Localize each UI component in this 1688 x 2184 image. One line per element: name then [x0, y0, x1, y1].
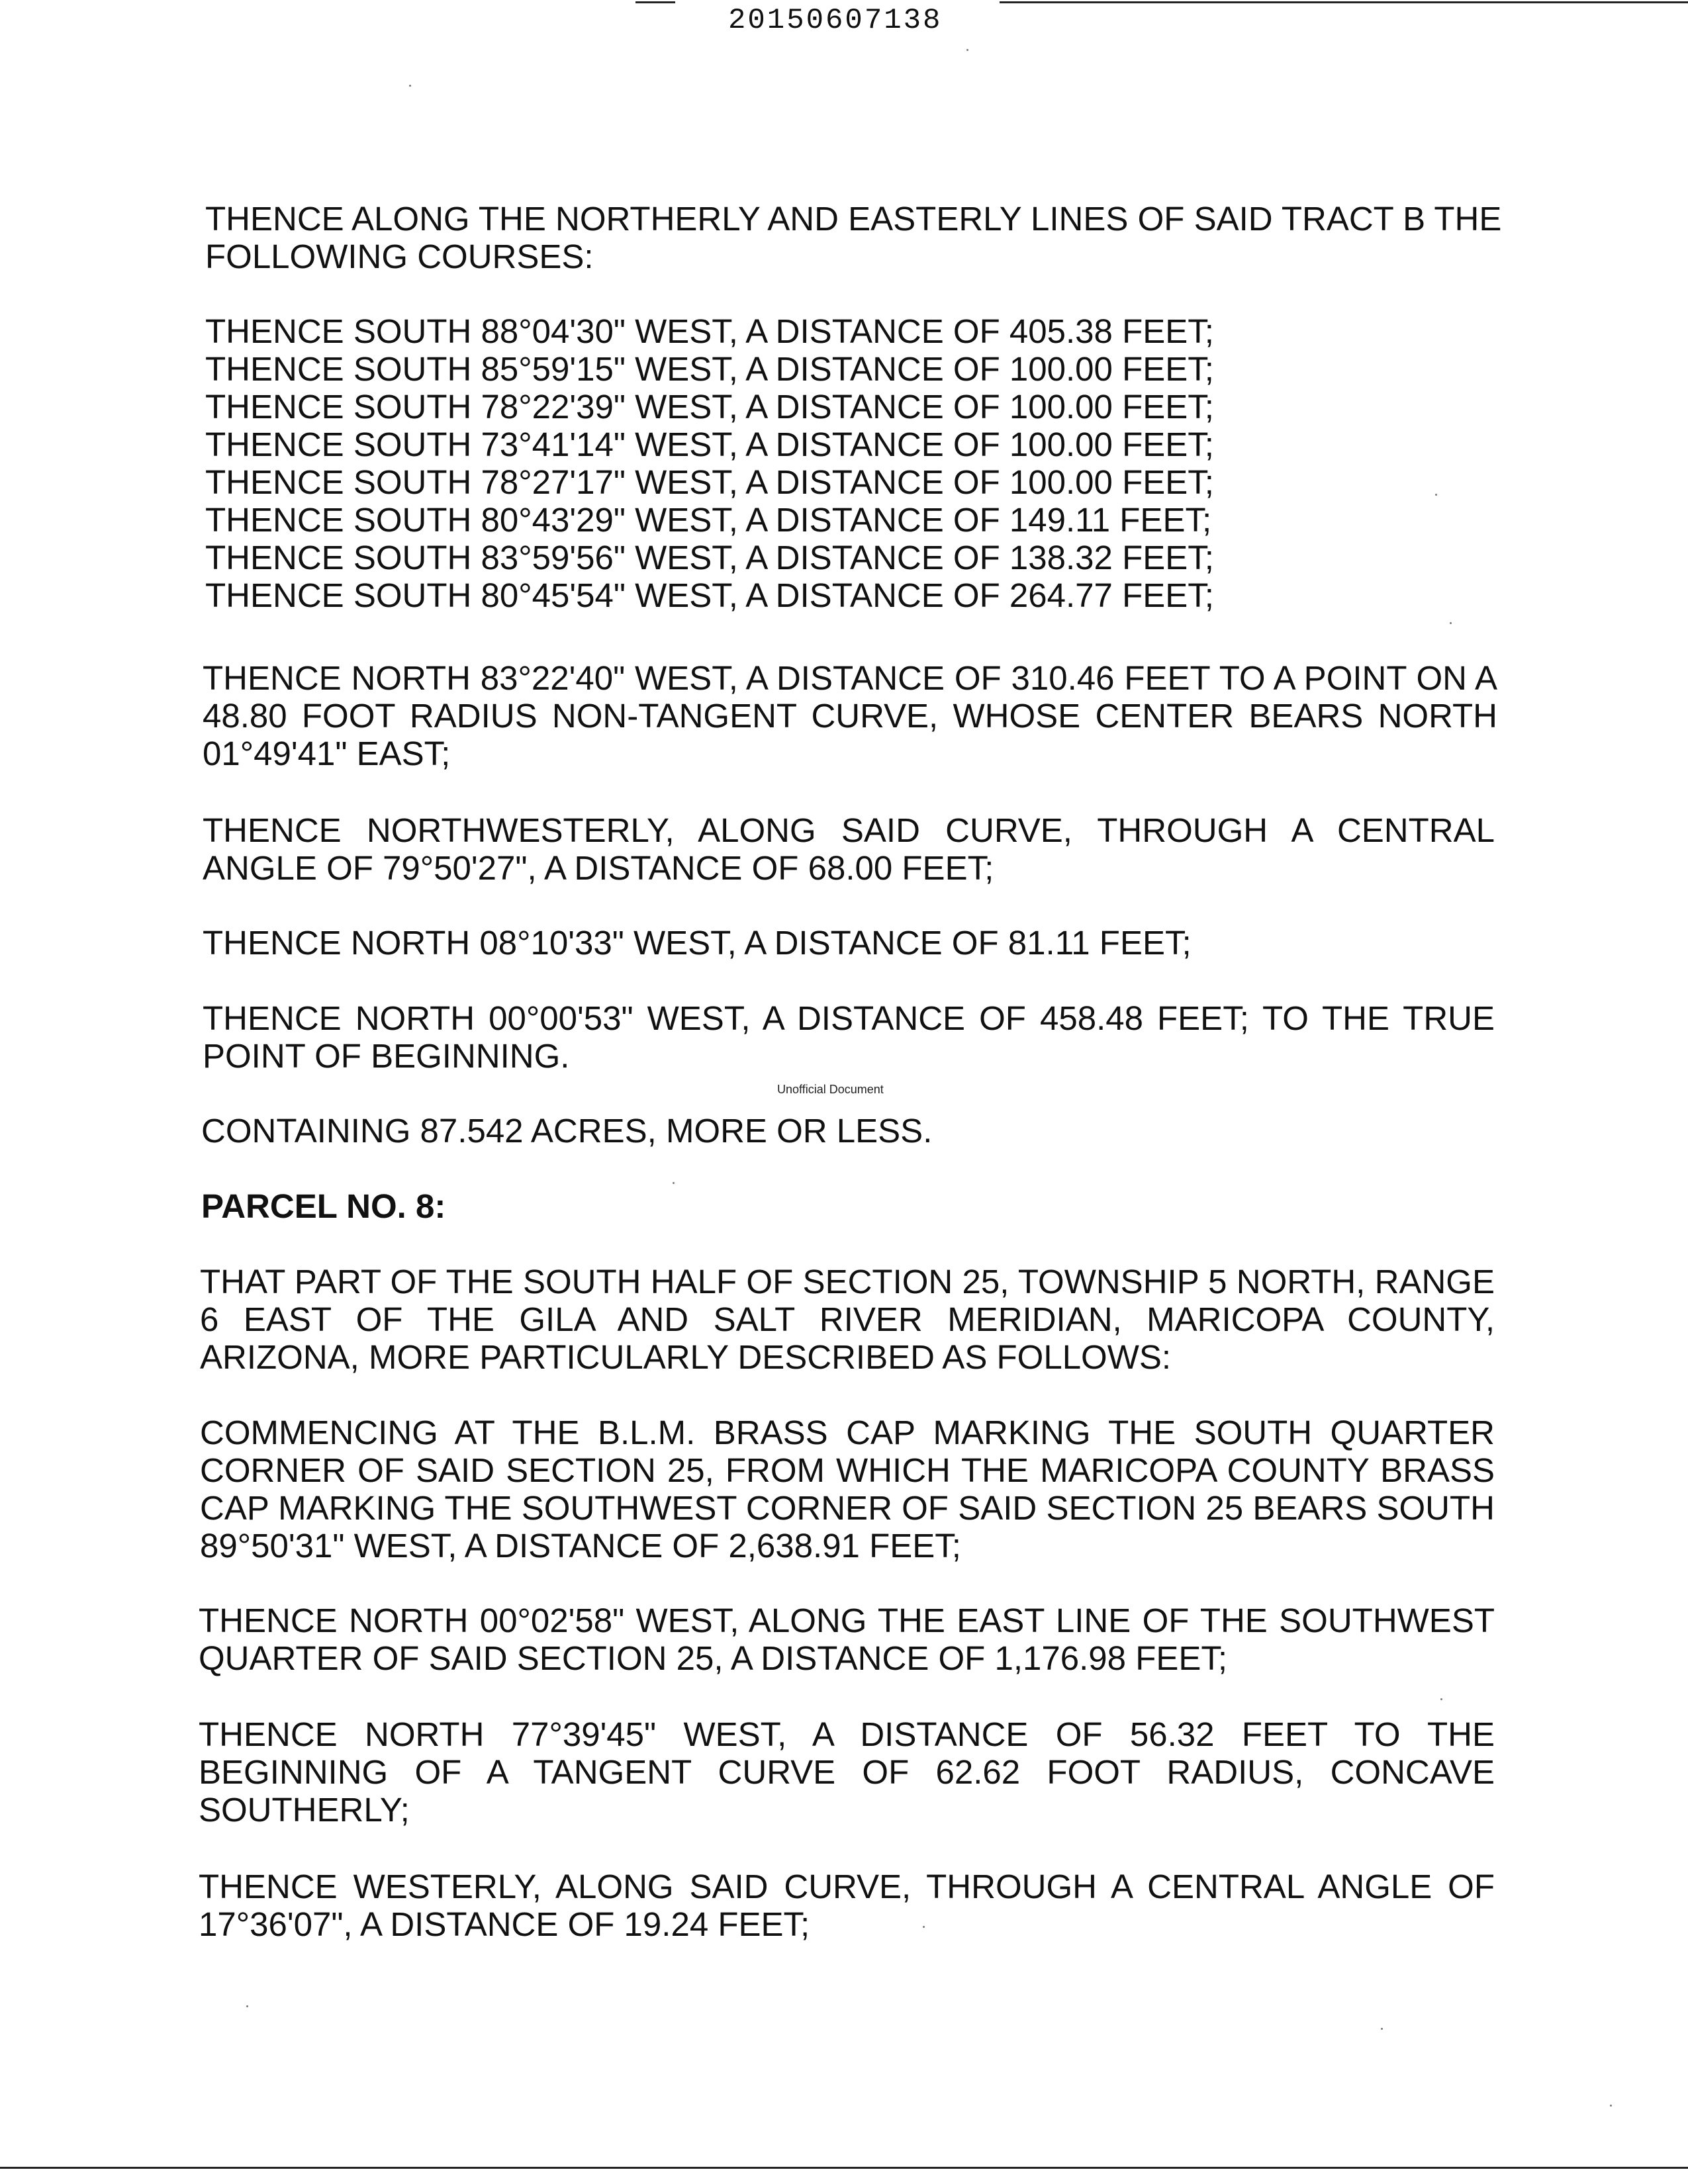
text-line: POINT OF BEGINNING.: [203, 1037, 570, 1075]
course-line: THENCE SOUTH 85°59'15" WEST, A DISTANCE OF 100.00 FEET;: [205, 350, 1214, 388]
course-line: THENCE SOUTH 73°41'14" WEST, A DISTANCE OF 100.00 FEET;: [205, 426, 1214, 463]
paragraph-east-line: [199, 1602, 1495, 1677]
text-line: THENCE NORTHWESTERLY, ALONG SAID CURVE, THROUGH A CENTRAL: [203, 811, 1495, 849]
courses-list: [205, 312, 1214, 614]
text-line: THAT PART OF THE SOUTH HALF OF SECTION 25, TOWNSHIP 5 NORTH, RANGE: [200, 1263, 1495, 1300]
paragraph-non-tangent-curve: [203, 659, 1497, 772]
paragraph-westerly-curve: [199, 1868, 1495, 1943]
parcel-heading: [201, 1187, 445, 1225]
text-line: CONTAINING 87.542 ACRES, MORE OR LESS.: [201, 1112, 933, 1150]
text-line: FOLLOWING COURSES:: [205, 238, 594, 275]
text-line: BEGINNING OF A TANGENT CURVE OF 62.62 FOOT RADIUS, CONCAVE: [199, 1753, 1495, 1791]
paragraph-northwesterly-curve: [203, 811, 1495, 887]
course-line: THENCE SOUTH 80°43'29" WEST, A DISTANCE OF 149.11 FEET;: [205, 501, 1212, 539]
unofficial-watermark: Unofficial Document: [777, 1083, 884, 1096]
text-line: THENCE WESTERLY, ALONG SAID CURVE, THROUGH A CENTRAL ANGLE OF: [199, 1868, 1495, 1905]
scan-speck: [966, 49, 968, 51]
course-line: THENCE SOUTH 88°04'30" WEST, A DISTANCE OF 405.38 FEET;: [205, 312, 1214, 350]
text-line: THENCE NORTH 83°22'40" WEST, A DISTANCE OF 310.46 FEET TO A POINT ON A: [203, 659, 1497, 697]
text-line: THENCE NORTH 00°02'58" WEST, ALONG THE EAST LINE OF THE SOUTHWEST: [199, 1602, 1495, 1639]
paragraph-tract-b-lines: [205, 200, 1502, 275]
paragraph-true-point: [203, 999, 1495, 1075]
heading-text: PARCEL NO. 8:: [201, 1187, 446, 1225]
text-line: THENCE NORTH 08°10'33" WEST, A DISTANCE OF 81.11 FEET;: [203, 924, 1192, 962]
document-number: 20150607138: [728, 4, 943, 37]
scan-speck: [1435, 494, 1437, 496]
paragraph-commencing: [200, 1414, 1495, 1565]
course-line: THENCE SOUTH 83°59'56" WEST, A DISTANCE OF 138.32 FEET;: [205, 539, 1214, 576]
text-line: 17°36'07", A DISTANCE OF 19.24 FEET;: [199, 1905, 810, 1943]
text-line: COMMENCING AT THE B.L.M. BRASS CAP MARKING THE SOUTH QUARTER: [200, 1414, 1495, 1451]
text-line: 01°49'41" EAST;: [203, 735, 451, 772]
paragraph-tangent-curve: [199, 1715, 1495, 1829]
text-line: CORNER OF SAID SECTION 25, FROM WHICH THE MARICOPA COUNTY BRASS: [200, 1451, 1495, 1489]
course-line: THENCE SOUTH 78°22'39" WEST, A DISTANCE OF 100.00 FEET;: [205, 388, 1214, 426]
course-line: THENCE SOUTH 80°45'54" WEST, A DISTANCE OF 264.77 FEET;: [205, 576, 1214, 614]
scan-speck: [673, 1182, 675, 1184]
scan-speck: [923, 1926, 925, 1928]
text-line: THENCE NORTH 77°39'45" WEST, A DISTANCE OF 56.32 FEET TO THE: [199, 1715, 1495, 1753]
text-line: ANGLE OF 79°50'27", A DISTANCE OF 68.00 FEET;: [203, 849, 994, 887]
paragraph-containing-acres: [201, 1112, 932, 1150]
paragraph-north-08: [203, 924, 1192, 962]
paragraph-south-half-section: [200, 1263, 1495, 1376]
top-rule: [1000, 1, 1688, 3]
text-line: THENCE ALONG THE NORTHERLY AND EASTERLY LINES OF SAID TRACT B THE: [205, 200, 1502, 238]
text-line: QUARTER OF SAID SECTION 25, A DISTANCE OF 1,176.98 FEET;: [199, 1639, 1228, 1677]
text-line: 6 EAST OF THE GILA AND SALT RIVER MERIDIAN, MARICOPA COUNTY,: [200, 1300, 1495, 1338]
text-line: 89°50'31" WEST, A DISTANCE OF 2,638.91 FEET;: [200, 1527, 961, 1565]
scan-speck: [1610, 2105, 1612, 2107]
text-line: 48.80 FOOT RADIUS NON-TANGENT CURVE, WHOSE CENTER BEARS NORTH: [203, 697, 1497, 735]
scan-speck: [1440, 1698, 1442, 1700]
text-line: SOUTHERLY;: [199, 1791, 410, 1829]
scan-speck: [409, 85, 411, 87]
bottom-rule: [0, 2167, 1688, 2169]
text-line: CAP MARKING THE SOUTHWEST CORNER OF SAID SECTION 25 BEARS SOUTH: [200, 1489, 1495, 1527]
course-line: THENCE SOUTH 78°27'17" WEST, A DISTANCE OF 100.00 FEET;: [205, 463, 1214, 501]
text-line: ARIZONA, MORE PARTICULARLY DESCRIBED AS FOLLOWS:: [200, 1338, 1172, 1376]
text-line: THENCE NORTH 00°00'53" WEST, A DISTANCE OF 458.48 FEET; TO THE TRUE: [203, 999, 1495, 1037]
top-rule-left: [635, 1, 675, 3]
scan-speck: [1450, 622, 1452, 624]
scan-speck: [246, 2005, 248, 2007]
scan-speck: [1381, 2028, 1383, 2030]
